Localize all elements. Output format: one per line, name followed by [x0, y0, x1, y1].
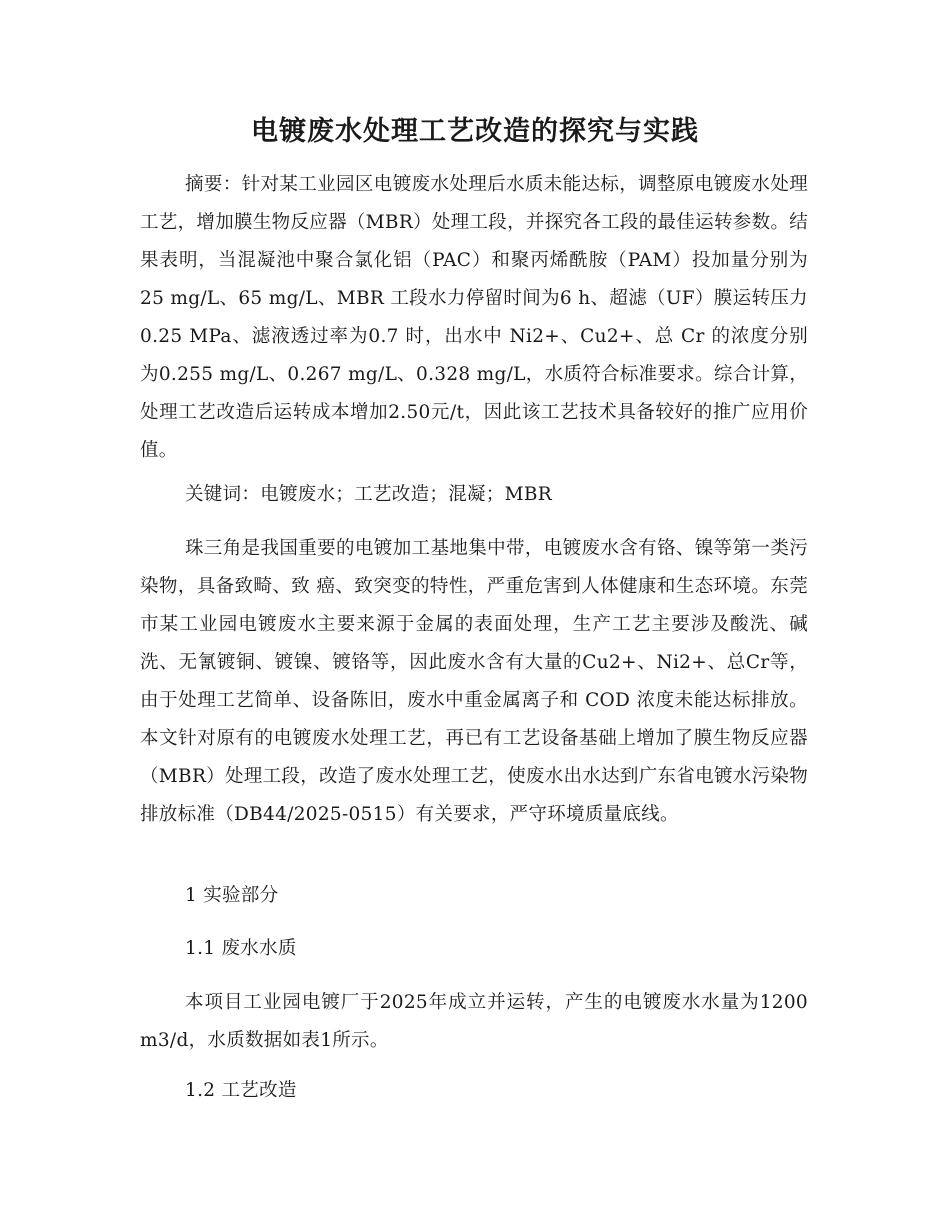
document-title: 电镀废水处理工艺改造的探究与实践 [251, 116, 699, 147]
section-heading-1-1: 1.1 废水水质 [185, 938, 297, 959]
section-heading-1: 1 实验部分 [185, 885, 279, 906]
abstract-paragraph: 摘要：针对某工业园区电镀废水处理后水质未能达标，调整原电镀废水处理工艺，增加膜生物反应器（MBR）处理工段，并探究各工段的最佳运转参数。结果表明，当混凝池中聚合氯化铝（PAC）和聚丙烯酰胺（PAM）投加量分别为25 mg/L、65 mg/L、MBR 工段水力停留时间为6 h、超滤（UF）膜运转压力0.25 MPa、滤液透过率为0.7 时，出水中 Ni2+、Cu2+、总 Cr 的浓度分别为0.255 mg/L、0.267 mg/L、0.328 mg/L，水质符合标准要求。综合计算，处理工艺改造后运转成本增加2.50元/t，因此该工艺技术具备较好的推广应用价值。 [140, 174, 808, 461]
intro-paragraph: 珠三角是我国重要的电镀加工基地集中带，电镀废水含有铬、镍等第一类污染物，具备致畸、致 癌、致突变的特性，严重危害到人体健康和生态环境。东莞市某工业园电镀废水主要来源于金属的表面处理，生产工艺主要涉及酸洗、碱洗、无氰镀铜、镀镍、镀铬等，因此废水含有大量的Cu2+、Ni2+、总Cr等，由于处理工艺简单、设备陈旧，废水中重金属离子和 COD 浓度未能达标排放。本文针对原有的电镀废水处理工艺，再已有工艺设备基础上增加了膜生物反应器（MBR）处理工段，改造了废水处理工艺，使废水出水达到广东省电镀水污染物排放标准（DB44/2025-0515）有关要求，严守环境质量底线。 [140, 538, 808, 825]
keywords-line: 关键词：电镀废水；工艺改造；混凝；MBR [185, 484, 552, 505]
water-quality-paragraph: 本项目工业园电镀厂于2025年成立并运转，产生的电镀废水水量为1200 m3/d，水质数据如表1所示。 [140, 992, 808, 1051]
section-heading-1-2: 1.2 工艺改造 [185, 1080, 297, 1101]
